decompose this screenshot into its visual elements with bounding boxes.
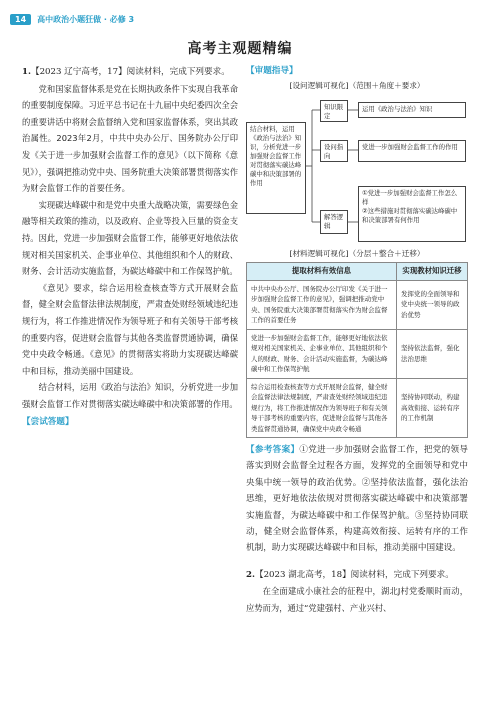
label-question-focus: 设问指向 xyxy=(320,140,348,162)
question-task: 结合材料，运用《政治与法治》知识，分析党进一步加强财会监督工作对贯彻落实碳达峰碳中和决策部署的作用。 xyxy=(22,382,238,409)
content-answer-logic: ①党进一步加强财会监督工作怎么样 ②这些措施对贯彻落实碳达峰碳中和决策部署有何作用 xyxy=(358,186,466,242)
reference-answer xyxy=(246,442,468,557)
table-cell: 综合运用检查核查等方式开展财会监督，健全财会监督法律法规制度，严肃查处财经领域违纪违规行为，将工作推进情况作为领导班子和有关领导干部考核的重要内容，促进财会监督与其他各类监督贯通协调，确保党中央政令畅通 xyxy=(247,378,397,438)
material-paragraph: 党和国家监督体系是党在长期执政条件下实现自我革命的重要制度保障。习近平总书记在十九届中央纪委四次全会的重要讲话中将财会监督纳入党和国家监督体系，突出其政治属性。2023年2月，中共中央办公厅、国务院办公厅印发《关于进一步加强财会监督工作的意见》（以下简称《意见》），强调把推动党中央、国务院重大决策部署贯彻落实作为财会监督工作的首要任务。 xyxy=(22,83,238,194)
table-row xyxy=(247,378,468,438)
question-logic-diagram xyxy=(246,94,468,244)
table-cell: 党进一步加强财会监督工作，能够更好地依法依规对相关国家机关、企事业单位、其他组织和个人的财政、财务、会计活动实施监督，为碳达峰碳中和工作保驾护航 xyxy=(247,329,397,378)
content-question-focus: 党进一步加强财会监督工作的作用 xyxy=(358,140,466,162)
question-2 xyxy=(246,567,468,616)
reference-answer-label: 【参考答案】 xyxy=(246,445,300,455)
analysis-title: 【审题指导】 xyxy=(246,66,298,76)
material-paragraph: 实现碳达峰碳中和是党中央重大战略决策，需要绿色金融等相关政策的推动，以及政府、企业等投入巨量的资金支持。因此，党进一步加强财会监督工作，能够更好地依法依规对相关国家机关、企事业单位、其他组织和个人的财政、财务、会计活动实施监督，为碳达峰碳中和工作保驾护航。 xyxy=(22,199,238,277)
question-box: 结合材料，运用《政治与法治》知识，分析党进一步加强财会监督工作对贯彻落实碳达峰碳中和决策部署的作用 xyxy=(246,122,306,214)
table-cell: 中共中央办公厅、国务院办公厅印发《关于进一步加强财会监督工作的意见》，强调把推动党中央、国务院重大决策部署贯彻落实作为财会监督工作的首要任务 xyxy=(247,280,397,329)
table-header-row xyxy=(247,263,468,281)
question-source: 【2023 湖北高考，18】阅读材料，完成下列要求。 xyxy=(254,569,454,580)
table-row xyxy=(247,329,468,378)
question-1-heading xyxy=(22,64,238,81)
material-paragraph: 在全面建成小康社会的征程中，湖北J村党委顺时而动，应势而为，通过“党建强村、产业兴村、 xyxy=(246,586,468,613)
column-header: 实现教材知识迁移 xyxy=(397,263,468,281)
material-logic-table xyxy=(246,262,468,438)
column-header: 提取材料有效信息 xyxy=(247,263,397,281)
try-answer-label: 【尝试答题】 xyxy=(22,417,74,428)
page-number: 14 xyxy=(10,14,31,25)
page-header xyxy=(10,12,134,27)
diagram-title: [设问逻辑可视化]（范围＋角度＋要求） xyxy=(289,81,425,90)
table-row xyxy=(247,280,468,329)
table-cell: 坚持协同联动，构建高效衔接、运转有序的工作机制 xyxy=(397,378,468,438)
label-knowledge-scope: 知识限定 xyxy=(320,100,348,122)
table-cell: 发挥党的全面领导和党中央统一领导的政治优势 xyxy=(397,280,468,329)
question-source: 【2023 辽宁高考，17】阅读材料，完成下列要求。 xyxy=(30,67,230,77)
book-title: 高中政治小题狂做 · 必修 3 xyxy=(37,15,135,24)
page-title: 高考主观题精编 xyxy=(187,41,293,57)
label-answer-logic: 解答逻辑 xyxy=(320,210,348,234)
analysis-column xyxy=(246,64,468,616)
question-1 xyxy=(22,64,238,431)
question-2-heading xyxy=(246,567,468,583)
question-number: 2. xyxy=(246,569,255,580)
table-cell: 坚持依法监督，强化法治思维 xyxy=(397,329,468,378)
table-title: [材料逻辑可视化]（分层＋整合＋迁移） xyxy=(289,249,425,258)
reference-answer-text: ①党进一步加强财会监督工作，把党的领导落实到财会监督全过程各方面，发挥党的全面领导和党中央集中统一领导的政治优势。②坚持依法监督，强化法治思维，更好地依法依规对贯彻落实碳达峰碳中和决策部署实施监督，为碳达峰碳中和工作保驾护航。③坚持协同联动，健全财会监督体系，构建高效衔接、运转有序的工作机制，助力实现碳达峰碳中和目标，推动美丽中国建设。 xyxy=(246,445,468,554)
question-number: 1. xyxy=(22,67,31,77)
content-knowledge-scope: 运用《政治与法治》知识 xyxy=(358,102,466,118)
material-paragraph: 《意见》要求，综合运用检查核查等方式开展财会监督，健全财会监督法律法规制度，严肃查处财经领域违纪违规行为，将工作推进情况作为领导班子和有关领导干部考核的重要内容，促进财会监督与其他各类监督贯通协调，确保党中央政令畅通。《意见》的贯彻落实将助力实现碳达峰碳中和目标，推动美丽中国建设。 xyxy=(22,282,238,376)
